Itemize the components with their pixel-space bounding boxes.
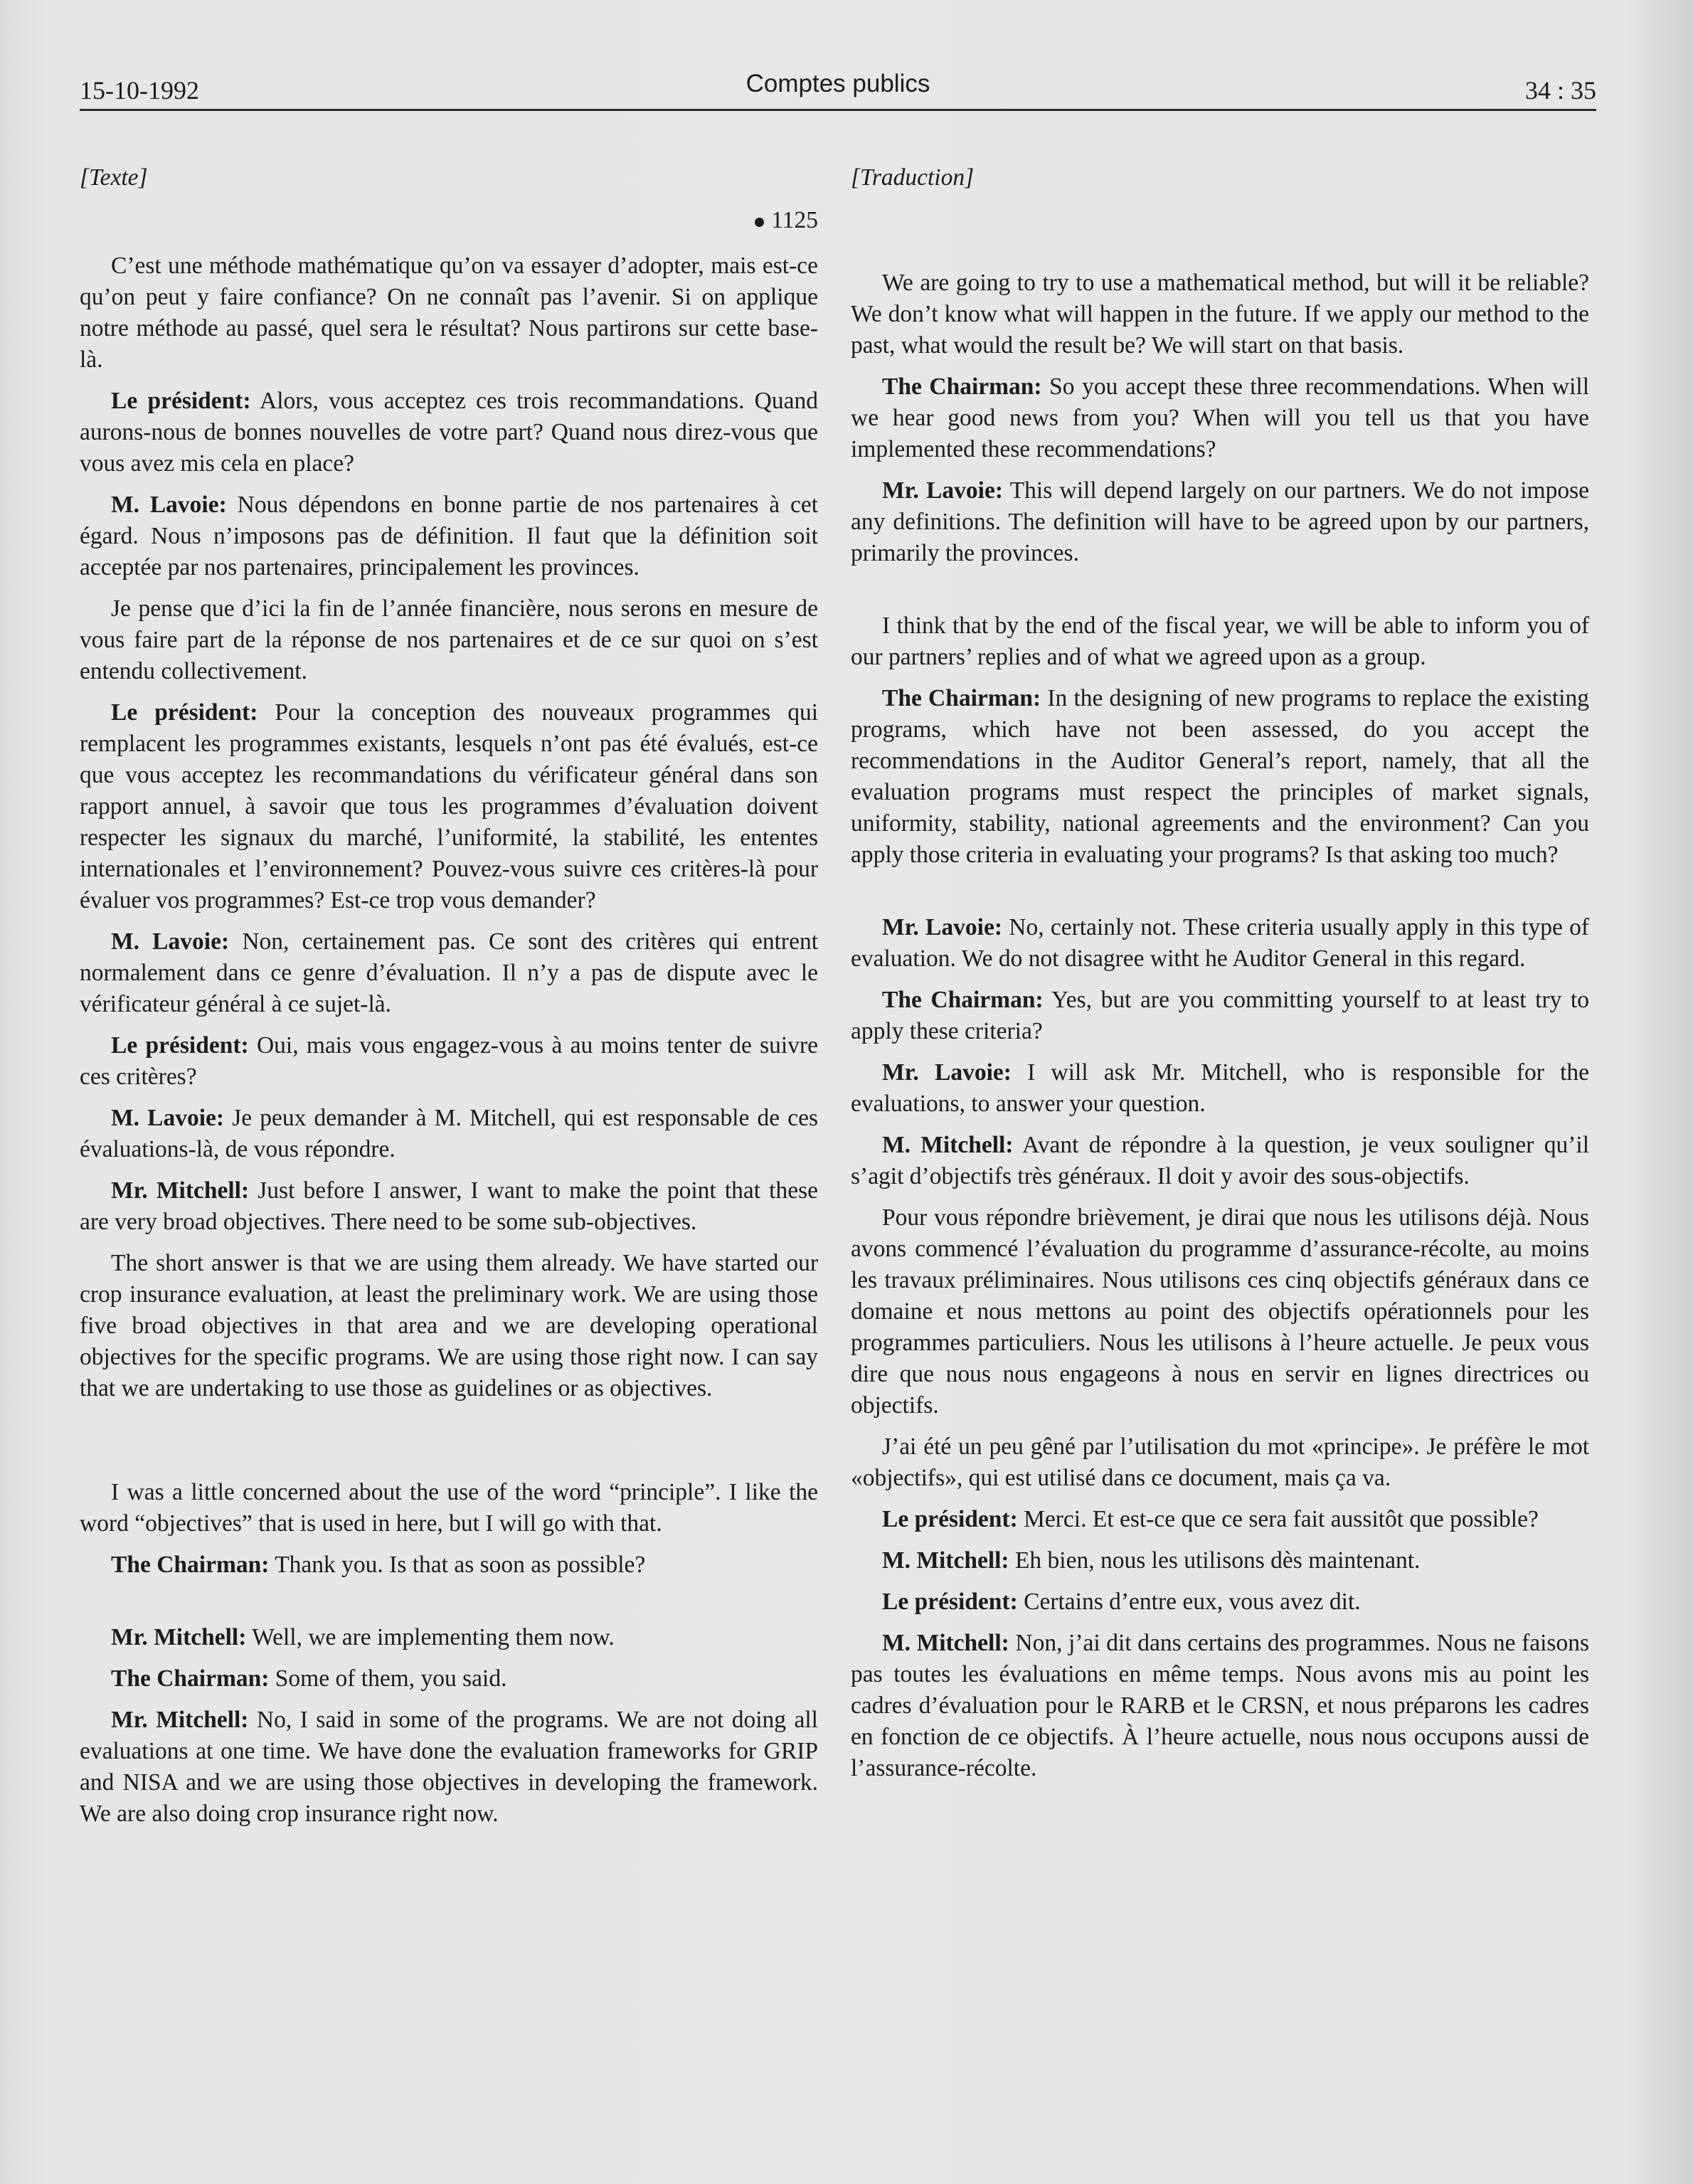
left-label-text: Texte (89, 164, 139, 191)
paragraph-text: Yes, but are you committing yourself to at least try to apply these criteria? (851, 987, 1589, 1044)
paragraph (851, 1202, 1589, 1421)
speaker: M. Mitchell: (882, 1547, 1009, 1574)
left-section-label: [Texte] (80, 164, 148, 191)
right-column (851, 162, 1589, 1794)
paragraph (851, 371, 1589, 465)
gap (80, 1414, 818, 1477)
paragraph-text: The short answer is that we are using them already. We have started our crop insurance evaluation, at least the preliminary work. We are using those five broad objectives in that area and we are developing operational objectives for the specific programs. We are using those right now. I can say that we are undertaking to use those as guidelines or as objectives. (80, 1250, 818, 1401)
time-marker (80, 205, 818, 236)
paragraph-text: This will depend largely on our partners. We do not impose any definitions. The definition will have to be agreed upon by our partners, primarily the provinces. (851, 477, 1590, 566)
paragraph-text: Certains d’entre eux, vous avez dit. (1024, 1589, 1361, 1615)
speaker: Mr. Mitchell: (111, 1177, 250, 1204)
paragraph (851, 985, 1589, 1047)
paragraph-text: C’est une méthode mathématique qu’on va essayer d’adopter, mais est-ce qu’on peut y faire confiance? On ne connaît pas l’avenir. Si on applique notre méthode au passé, quel sera le résultat? Nous partirons sur cette base-là. (80, 253, 818, 373)
paragraph-text: Pour vous répondre brièvement, je dirai que nous les utilisons déjà. Nous avons commencé l’évaluation du programme d’assurance-récolte, au moins les travaux préliminaires. Nous utilisons ces cinq objectifs généraux dans ce domaine et nous mettons au point des objectifs opérationnels pour les programmes particuliers. Nous les utilisons à l’heure actuelle. Je peux vous dire que nous nous engageons à nous en servir en lignes directrices ou objectifs. (851, 1204, 1589, 1419)
speaker: Le président: (882, 1589, 1018, 1615)
paragraph (80, 1549, 818, 1581)
paragraph-text: Non, j’ai dit dans certains des programmes. Nous ne faisons pas toutes les évaluations en même temps. Nous avons mis au point les cadres d’évaluation pour le RARB et le CRSN, et nous préparons les cadres en fonction de ce objectifs. À l’heure actuelle, nous nous occupons aussi de l’assurance-récolte. (851, 1630, 1589, 1781)
paragraph (80, 926, 818, 1020)
paragraph-text: Some of them, you said. (275, 1665, 507, 1692)
speaker: Le président: (111, 699, 258, 726)
gap (80, 1591, 818, 1622)
paragraph-text: Avant de répondre à la question, je veux souligner qu’il s’agit d’objectifs très généraux. Il doit y avoir des sous-objectifs. (851, 1132, 1590, 1189)
paragraph-text: Nous dépendons en bonne partie de nos partenaires à cet égard. Nous n’imposons pas de définition. Il faut que la définition soit acceptée par nos partenaires, principalement les provinces. (80, 492, 819, 581)
speaker: M. Mitchell: (882, 1132, 1014, 1158)
right-label-text: Traduction (860, 164, 965, 191)
speaker: The Chairman: (882, 685, 1041, 711)
paragraph (80, 593, 818, 687)
paragraph (851, 1628, 1589, 1784)
bullet-icon (755, 218, 764, 227)
speaker: Mr. Lavoie: (882, 1059, 1012, 1086)
paragraph (851, 1586, 1589, 1618)
speaker: Le président: (111, 388, 251, 414)
gap (851, 205, 1589, 267)
paragraph (851, 267, 1589, 361)
speaker: The Chairman: (882, 987, 1044, 1013)
speaker: Mr. Mitchell: (111, 1624, 247, 1650)
paragraph (80, 250, 818, 376)
paragraph (851, 1504, 1589, 1535)
paragraph-text: Pour la conception des nouveaux programmes qui remplacent les programmes existants, lesquels n’ont pas été évalués, est-ce que vous acceptez les recommandations du vérificateur général dans son rapport annuel, à savoir que tous les programmes d’évaluation doivent respecter les signaux du marché, l’uniformité, la stabilité, les ententes internationales et l’environnement? Pouvez-vous suivre ces critères-là pour évaluer vos programmes? Est-ce trop vous demander? (80, 699, 819, 913)
speaker: M. Lavoie: (111, 1105, 225, 1131)
paragraph (80, 1705, 818, 1830)
paragraph (851, 912, 1589, 975)
paragraph-text: Je peux demander à M. Mitchell, qui est responsable de ces évaluations-là, de vous répondre. (80, 1105, 819, 1162)
paragraph (851, 475, 1589, 569)
header-rule (80, 109, 1596, 111)
paragraph (851, 1130, 1589, 1192)
paragraph-text: Just before I answer, I want to make the point that these are very broad objectives. There need to be some sub-objectives. (80, 1177, 818, 1235)
paragraph-text: In the designing of new programs to replace the existing programs, which have not been assessed, do you accept the recommendations in the Auditor General’s report, namely, that all the evaluation programs must respect the principles of market signals, uniformity, stability, national agreements and the environment? Can you apply those criteria in evaluating your programs? Is that asking too much? (851, 685, 1589, 868)
header-title: Comptes publics (745, 70, 930, 97)
paragraph (851, 610, 1589, 673)
paragraph-text: Merci. Et est-ce que ce sera fait aussitôt que possible? (1024, 1506, 1539, 1532)
paragraph (851, 1545, 1589, 1576)
speaker: Mr. Mitchell: (111, 1707, 249, 1733)
paragraph (80, 386, 818, 479)
header-date: 15-10-1992 (80, 76, 199, 105)
paragraph (851, 1431, 1589, 1494)
paragraph (851, 1057, 1589, 1120)
speaker: Le président: (111, 1032, 249, 1059)
paragraph (80, 1030, 818, 1093)
paragraph (851, 683, 1589, 871)
paragraph-text: No, certainly not. These criteria usually apply in this type of evaluation. We do not disagree witht he Auditor General in this regard. (851, 914, 1589, 972)
paragraph (80, 1103, 818, 1165)
right-section-label: [Traduction] (851, 164, 975, 191)
paragraph-text: Well, we are implementing them now. (252, 1624, 615, 1650)
paragraph (80, 1663, 818, 1695)
speaker: M. Mitchell: (882, 1630, 1009, 1656)
paragraph (80, 1248, 818, 1404)
speaker: M. Lavoie: (111, 928, 230, 955)
paragraph-text: Alors, vous acceptez ces trois recommandations. Quand aurons-nous de bonnes nouvelles de votre part? Quand nous direz-vous que vous avez mis cela en place? (80, 388, 818, 477)
speaker: The Chairman: (111, 1665, 270, 1692)
paragraph (80, 697, 818, 916)
paragraph (80, 1622, 818, 1653)
paragraph-text: Oui, mais vous engagez-vous à au moins tenter de suivre ces critères? (80, 1032, 818, 1090)
speaker: M. Lavoie: (111, 492, 227, 518)
paragraph-text: Eh bien, nous les utilisons dès maintenant. (1014, 1547, 1421, 1574)
speaker: Mr. Lavoie: (882, 914, 1002, 940)
paragraph-text: I will ask Mr. Mitchell, who is responsible for the evaluations, to answer your question. (851, 1059, 1589, 1117)
paragraph-text: Non, certainement pas. Ce sont des critères qui entrent normalement dans ce genre d’évaluation. Il n’y a pas de dispute avec le vérificateur général à ce sujet-là. (80, 928, 819, 1017)
speaker: The Chairman: (882, 373, 1042, 400)
speaker: The Chairman: (111, 1552, 270, 1578)
paragraph-text: So you accept these three recommendations. When will we hear good news from you? When will you tell us that you have implemented these recommendations? (851, 373, 1589, 462)
paragraph-text: J’ai été un peu gêné par l’utilisation du mot «principe». Je préfère le mot «objectifs», qui est utilisé dans ce document, mais ça va. (851, 1433, 1589, 1491)
page-header (80, 70, 1596, 112)
paragraph (80, 1175, 818, 1238)
gap (851, 579, 1589, 610)
left-column (80, 162, 818, 1840)
paragraph-text: I think that by the end of the fiscal year, we will be able to inform you of our partners’ replies and of what we agreed upon as a group. (851, 613, 1589, 670)
paragraph-text: I was a little concerned about the use of the word “principle”. I like the word “objectives” that is used in here, but I will go with that. (80, 1479, 818, 1537)
header-page-number: 34 : 35 (1524, 76, 1596, 105)
paragraph-text: Thank you. Is that as soon as possible? (275, 1552, 646, 1578)
speaker: Le président: (882, 1506, 1018, 1532)
gap (851, 881, 1589, 912)
speaker: Mr. Lavoie: (882, 477, 1003, 504)
paragraph-text: No, I said in some of the programs. We are not doing all evaluations at one time. We have done the evaluation frameworks for GRIP and NISA and we are using those objectives in developing the framework. We are also doing crop insurance right now. (80, 1707, 818, 1827)
time-value: 1125 (771, 207, 818, 233)
paragraph-text: Je pense que d’ici la fin de l’année financière, nous serons en mesure de vous faire part de la réponse de nos partenaires et de ce sur quoi on s’est entendu collectivement. (80, 595, 818, 684)
paragraph-text: We are going to try to use a mathematical method, but will it be reliable? We don’t know what will happen in the future. If we apply our method to the past, what would the result be? We will start on that basis. (851, 270, 1589, 359)
paragraph (80, 1477, 818, 1539)
paragraph (80, 489, 818, 583)
